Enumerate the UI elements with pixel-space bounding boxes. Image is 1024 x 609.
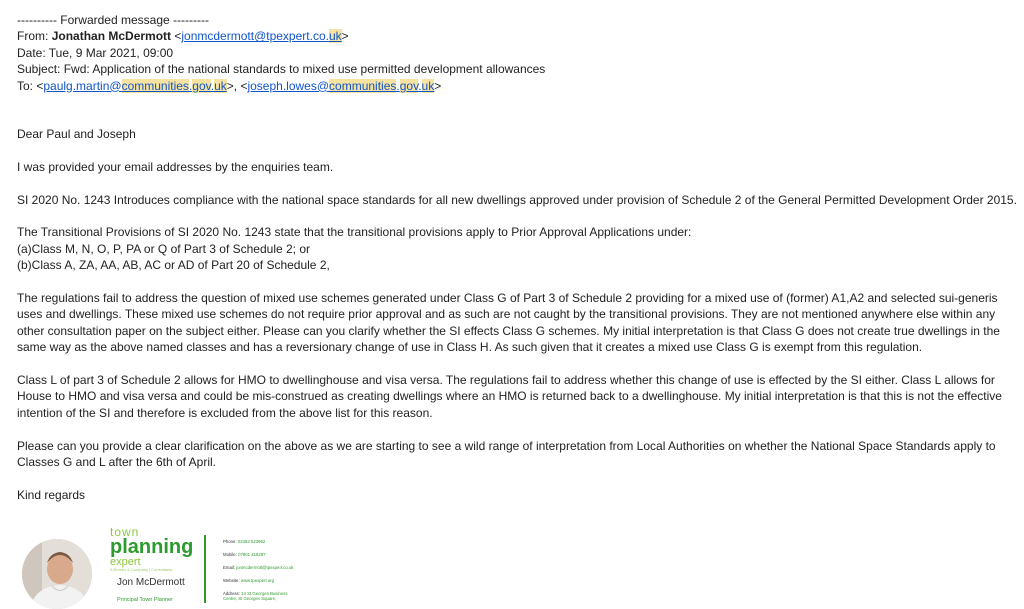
- transitional-line-3: (b)Class A, ZA, AA, AB, AC or AD of Part 20 of Schedule 2,: [17, 258, 330, 273]
- paragraph-class-g: The regulations fail to address the question of mixed use schemes generated under Class G of Part 3 of Schedule 2 providing for a mixed use of (former) A1,A2 and selected sui-generis uses and dwellings. These mixed use schemes do not require prior approval and as such are not caught by the transitional provisions. They are not mentioned anywhere else within any other consultation paper on the subject either. Please can you clarify whether the SI effects Class G schemes. My initial interpretation is that Class G does not create true dwellings in the same way as the above named classes and has a reversionary change of use in Class H. As such given that it creates a mixed use Class G is exempt from this regulation.: [17, 291, 1000, 355]
- contact-address: Address: 14 St Georges Business Centre, St Georges Square,: [223, 590, 288, 602]
- to-email-link-paul[interactable]: paulg.martin@communities.gov.uk: [43, 78, 227, 93]
- contact-mobile: Mobile: 07801 418297: [223, 551, 266, 557]
- subject-line: Subject: Fwd: Application of the national standards to mixed use permitted development allowances: [17, 62, 546, 77]
- to-line: To: <paulg.martin@communities.gov.uk>, <joseph.lowes@communities.gov.uk>: [17, 78, 442, 93]
- company-logo: town planning expert A Brooks & Company | Consultants: [110, 525, 194, 572]
- to-label: To:: [17, 78, 34, 93]
- email-message: [17, 12, 1017, 503]
- date-line: Date: Tue, 9 Mar 2021, 09:00: [17, 45, 174, 60]
- forwarded-line: ---------- Forwarded message ---------: [17, 13, 209, 27]
- paragraph-si-intro: SI 2020 No. 1243 Introduces compliance with the national space standards for all new dwellings approved under provision of Schedule 2 of the General Permitted Development Order 2015.: [17, 192, 1017, 207]
- transitional-line-2: (a)Class M, N, O, P, PA or Q of Part 3 of Schedule 2; or: [17, 241, 311, 256]
- contact-phone: Phone: 02392 523962: [223, 539, 266, 544]
- signature-role: Principal Town Planner: [117, 597, 173, 603]
- paragraph-clarification: Please can you provide a clear clarification on the above as we are starting to see a wild range of interpretation from Local Authorities on whether the National Space Standards apply to Classes G and L after the 6th of April.: [17, 438, 996, 470]
- transitional-line-1: The Transitional Provisions of SI 2020 No. 1243 state that the transitional provisions apply to Prior Approval Applications under:: [17, 225, 692, 240]
- paragraph-enquiries: I was provided your email addresses by the enquiries team.: [17, 159, 334, 174]
- contact-email: Email: jonmcdermott@tpexpert.co.uk: [223, 564, 294, 570]
- from-line: From: Jonathan McDermott <jonmcdermott@tpexpert.co.uk>: [17, 29, 349, 44]
- signature-divider: [204, 535, 206, 603]
- from-name: Jonathan McDermott: [51, 29, 172, 44]
- signature-contacts: [223, 539, 294, 602]
- paragraph-transitional: [17, 224, 1017, 273]
- closing: Kind regards: [17, 487, 86, 502]
- paragraph-class-l: Class L of part 3 of Schedule 2 allows for HMO to dwellinghouse and visa versa. The regulations fail to address whether this change of use is effected by the SI either. Class L allows for House to HMO and visa versa and could be mis-construed as creating dwellings where an HMO is returned back to a dwellinghouse. My initial interpretation is that this is not the effective intention of the SI and therefore is excluded from the above list for this reason.: [17, 373, 1002, 420]
- greeting: Dear Paul and Joseph: [17, 127, 136, 142]
- avatar: [22, 539, 92, 609]
- from-label: From:: [17, 29, 49, 44]
- signature-name: Jon McDermott: [117, 577, 185, 588]
- contact-website: Website: www.tpexpert.org: [223, 577, 275, 583]
- email-signature: [22, 527, 422, 603]
- from-email-link[interactable]: jonmcdermott@tpexpert.co.uk: [181, 29, 342, 44]
- to-email-link-joseph[interactable]: joseph.lowes@communities.gov.uk: [247, 78, 435, 93]
- avatar-photo-icon: [22, 539, 92, 609]
